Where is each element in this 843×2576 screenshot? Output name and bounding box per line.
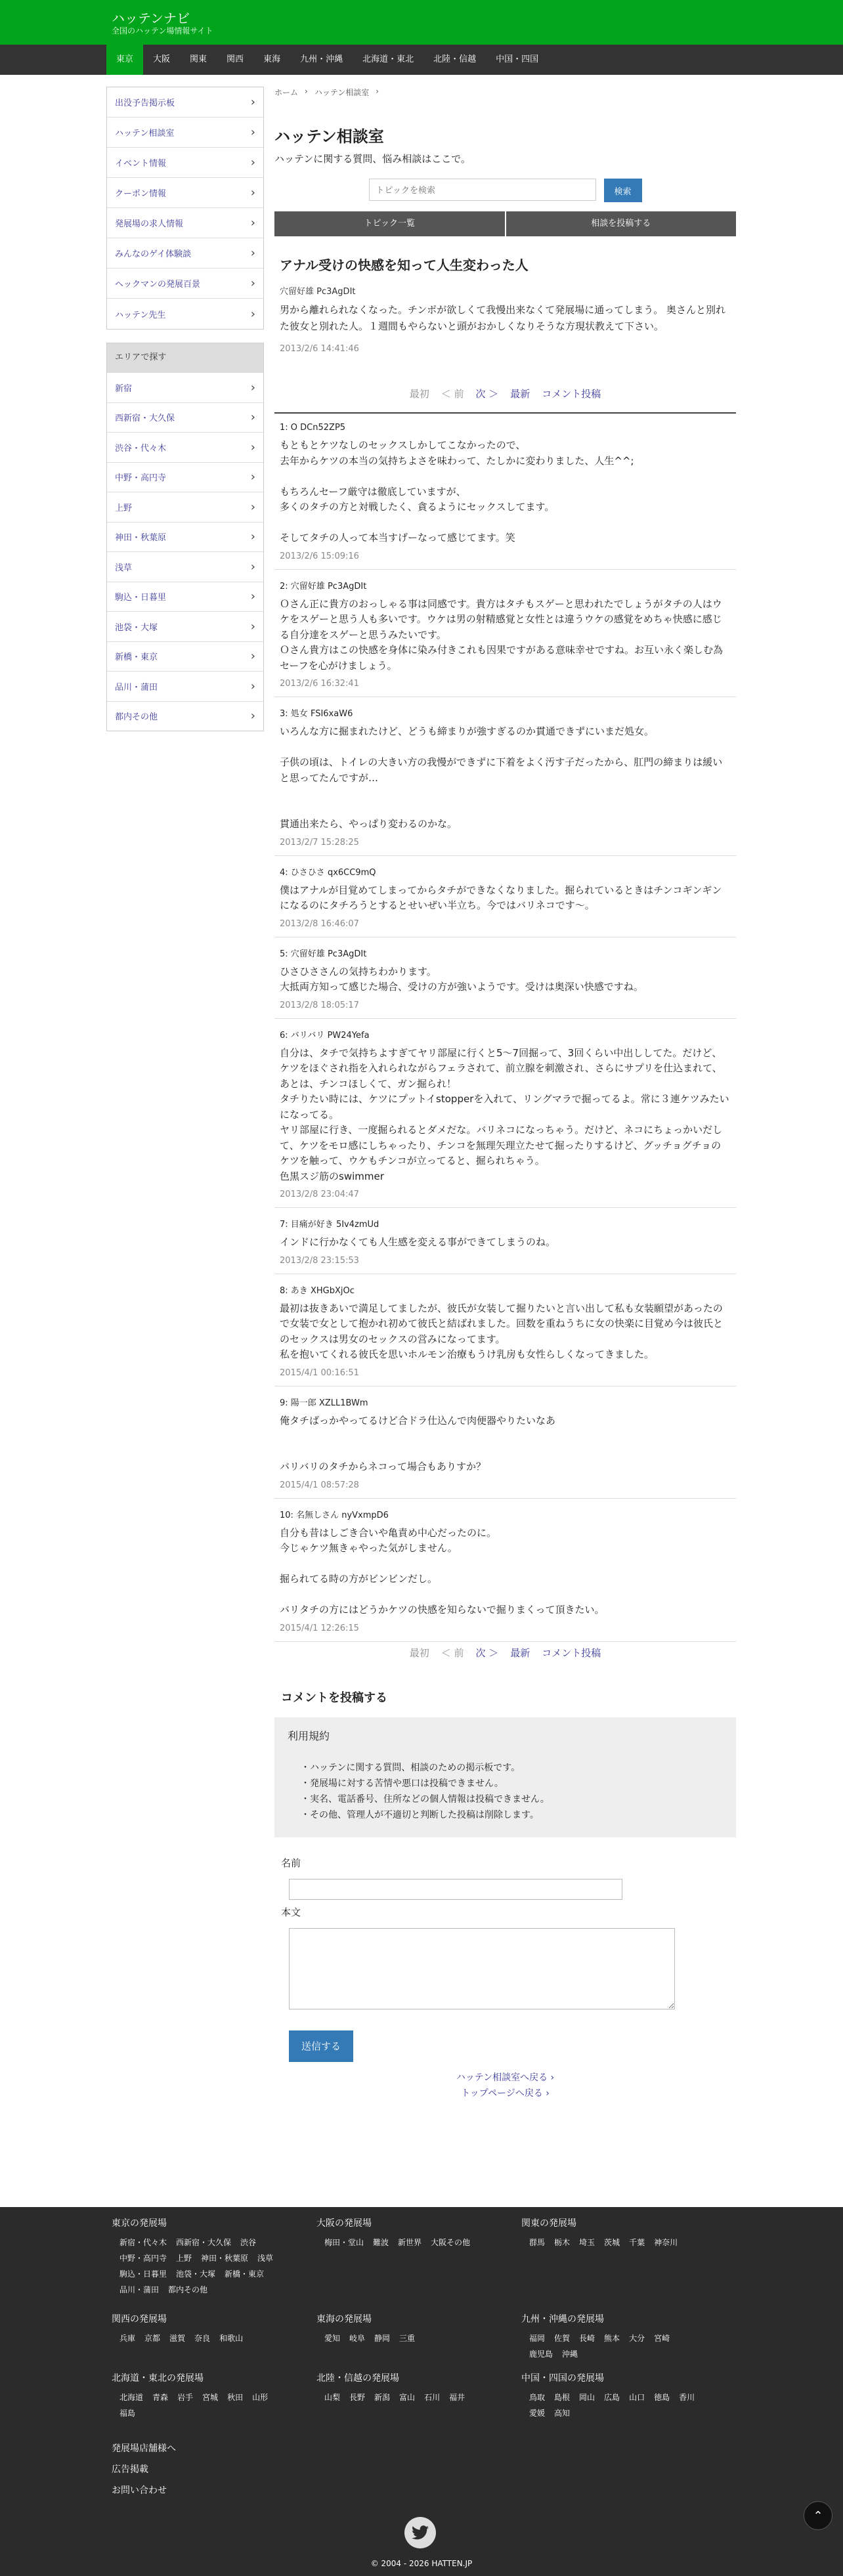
footer-link[interactable]: 三重 [399,2334,416,2343]
footer-link[interactable]: 山形 [252,2393,269,2402]
footer-area-links [521,2330,699,2362]
comment [274,1208,736,1274]
chevron-right-icon: › [250,307,255,321]
sidebar-item[interactable] [107,268,263,299]
footer-link[interactable]: 佐賀 [554,2334,571,2343]
footer-area-title[interactable]: 関西の発展場 [112,2314,167,2325]
footer-link[interactable]: 奈良 [194,2334,211,2343]
comment-author-id: FSI6xaW6 [310,709,353,719]
chevron-right-icon: › [250,559,255,574]
pager-next[interactable]: 次 ＞ [475,1646,499,1659]
chevron-right-icon: › [250,380,255,395]
comment-body: いろんな方に掘まれたけど、どうも締まりが強すぎるのか貫通できずにいまだ処女。 子供の頃は、トイレの大きい方の我慢ができずに下着をよく汚す子だったから、肛門の締まりは緩いと思ってたんですが… 貫通出来たら、やっぱり変わるのかな。 [280,725,723,830]
footer-link[interactable]: 和歌山 [219,2334,244,2343]
pager-first: 最初 [409,388,429,400]
pager-last[interactable]: 最新 [510,1646,530,1659]
pager-first: 最初 [409,1646,429,1659]
area-item-label: 中野・高円寺 [115,473,167,484]
comment-timestamp: 2013/2/8 23:04:47 [280,1190,359,1199]
footer-area-title[interactable]: 九州・沖縄の発展場 [521,2314,604,2325]
footer-area-links [112,2390,289,2421]
terms-box [274,1717,736,1837]
sidebar-item-label: ヘックマンの発展百景 [115,280,201,290]
area-item[interactable] [107,372,263,402]
comment-number: 10: [280,1510,293,1520]
author-name: 穴留好雄 [280,287,314,297]
pager-next[interactable]: 次 ＞ [475,388,499,400]
chevron-right-icon: › [250,186,255,200]
twitter-icon[interactable] [404,2517,436,2548]
footer-link[interactable]: 島根 [554,2393,571,2402]
footer-link[interactable]: 神田・秋葉原 [201,2254,249,2263]
sidebar-item-label: ハッテン先生 [115,310,166,320]
area-item-label: 神田・秋葉原 [115,533,167,544]
chevron-right-icon: › [250,246,255,260]
sidebar [106,87,264,731]
comment [274,937,736,1019]
area-item[interactable] [107,402,263,433]
nav-chugoku[interactable]: 中国・四国 [496,54,539,64]
pagination-top [274,387,736,400]
footer-link[interactable]: 千葉 [629,2238,645,2247]
comment-body: 俺タチばっかやってるけど合ドラ仕込んで肉便器やりたいなあ バリバリのタチからネコって場合もありすか？ [280,1414,556,1472]
terms-item-text: 実名、電話番号、住所などの個人情報は投稿できません。 [310,1793,550,1805]
footer-link[interactable]: 群馬 [529,2238,546,2247]
footer-area-title[interactable]: 東海の発展場 [316,2314,372,2325]
footer-link[interactable]: 新橋・東京 [225,2269,265,2279]
chevron-right-icon: › [250,500,255,514]
footer-area-kansai [112,2312,309,2346]
nav-kyushu[interactable]: 九州・沖縄 [300,54,343,64]
footer-area-title[interactable]: 中国・四国の発展場 [521,2373,604,2384]
back-to-top-link[interactable]: トップページへ戻る › [461,2088,550,2099]
area-item[interactable] [107,522,263,552]
footer-link[interactable]: 熊本 [604,2334,620,2343]
footer-link[interactable]: 都内その他 [168,2285,208,2294]
footer-link[interactable]: 京都 [144,2334,161,2343]
footer-link[interactable]: 富山 [399,2393,416,2402]
sidebar-item-label: みんなのゲイ体験談 [115,249,192,259]
comment-body: 僕はアナルが目覚めてしまってからタチができなくなりました。掘られているときはチンコギンギンになるのにタチろうとするとせいぜい半立ち。今ではバリネコです〜。 [280,884,722,911]
comment-list [274,414,736,1642]
footer-area-title[interactable]: 大阪の発展場 [316,2218,372,2229]
site-tagline: 全国のハッテン場情報サイト [112,26,213,35]
chevron-right-icon: › [250,440,255,454]
comment-meta [280,423,731,433]
thread-timestamp: 2013/2/6 14:41:46 [280,344,359,354]
footer-link[interactable]: 長野 [349,2393,366,2402]
footer-link[interactable]: 渋谷 [240,2238,257,2247]
topic-tabs [274,211,736,236]
comment-author: バリバリ [290,1030,325,1041]
site-logo[interactable]: ハッテンナビ [112,11,190,26]
footer-link[interactable]: 長崎 [579,2334,595,2343]
footer-link[interactable]: 鹿児島 [529,2350,553,2359]
area-item[interactable] [107,701,263,731]
comment-author-id: PW24Yefa [327,1030,370,1041]
comment [274,1386,736,1499]
sidebar-item[interactable] [107,299,263,329]
footer-link[interactable]: 兵庫 [119,2334,136,2343]
footer-link[interactable]: 山梨 [324,2393,341,2402]
comment-body: Ｏさん正に貴方のおっしゃる事は同感です。貴方はタチもスゲーと思われたでしょうがタチの人はウケをスゲーと思う人も多いです。ウケは男の射精感覚と女性とは違うウケの感覚をめちゃ快感に感じる自分達をスゲーと思うみたいです。 Ｏさん貴方はこの快感を身体に染み付きこれも因果ですがある意味幸せですね。お互い永く楽しむ為セーフを心がけましょう。 [280,597,724,672]
comment-author-id: Pc3AgDIt [327,581,367,591]
chevron-right-icon: › [250,679,255,693]
comment-meta [280,947,731,959]
footer-link[interactable]: 沖縄 [562,2350,578,2359]
footer-area-links [521,2235,699,2250]
footer-link[interactable]: 岡山 [579,2393,595,2402]
search-input[interactable] [369,179,596,201]
comment-author-id: 5Iv4zmUd [335,1220,379,1230]
breadcrumb [274,87,736,102]
copyright: © 2004 - 2026 HATTEN.JP [370,2559,473,2568]
body-label: 本文 [281,1906,301,1918]
footer-link[interactable]: 岐阜 [349,2334,366,2343]
comment-timestamp: 2013/2/6 15:09:16 [280,551,359,561]
area-item[interactable] [107,671,263,701]
area-item-label: 浅草 [115,563,133,573]
site-footer [0,2207,843,2576]
comment-body: インドに行かなくても人生感を変える事ができてしまうのね。 [280,1236,556,1248]
chevron-right-icon: › [250,125,255,139]
area-item-label: 都内その他 [115,712,158,723]
sidebar-item[interactable] [107,238,263,268]
footer-link[interactable]: 福岡 [529,2334,546,2343]
footer-link[interactable]: 品川・蒲田 [119,2285,160,2294]
area-item[interactable] [107,611,263,641]
footer-link[interactable]: 岩手 [177,2393,194,2402]
footer-area-links [316,2330,494,2346]
comment-timestamp: 2013/2/8 18:05:17 [280,1000,359,1010]
nav-hokuriku[interactable]: 北陸・信越 [433,54,477,64]
area-item-label: 駒込・日暮里 [115,593,167,603]
comment-timestamp: 2015/4/1 08:57:28 [280,1480,359,1490]
chevron-right-icon: › [250,410,255,425]
sidebar-item[interactable] [107,208,263,238]
footer-area-title[interactable]: 東京の発展場 [112,2218,167,2229]
breadcrumb-home[interactable]: ホーム [274,88,299,97]
area-item-label: 渋谷・代々木 [115,443,167,454]
page-title: ハッテン相談室 [274,127,384,146]
footer-area-links [316,2390,494,2405]
pager-comment[interactable]: コメント投稿 [542,388,601,400]
footer-link[interactable]: 浅草 [257,2254,274,2263]
footer-area-hokkaido [112,2371,309,2421]
comment-number: 2: [280,581,288,591]
footer-link[interactable]: 大分 [629,2334,645,2343]
sidebar-item[interactable] [107,87,263,118]
nav-hokkaido[interactable]: 北海道・東北 [362,54,414,64]
pager-last[interactable]: 最新 [510,388,530,400]
footer-link[interactable]: 愛媛 [529,2409,546,2418]
chevron-right-icon: › [250,156,255,169]
comment [274,414,736,570]
nav-kansai[interactable]: 関西 [227,54,244,64]
comment-author-id: Pc3AgDIt [327,949,367,959]
site-header [0,0,843,45]
comment [274,1499,736,1642]
page-description: ハッテンに関する質問、悩み相談はここで。 [274,153,471,165]
terms-item-text: 発展場に対する苦情や悪口は投稿できません。 [310,1778,504,1789]
footer-link[interactable]: 宮城 [202,2393,219,2402]
footer-link[interactable]: 秋田 [227,2393,244,2402]
comment-number: 7: [280,1220,288,1230]
comment-author-id: XZLL1BWm [318,1398,368,1408]
comment-body: もともとケツなしのセックスしかしてこなかったので、 去年からケツの本当の気持ちよさを味わって、たしかに変わりました、人生^^; もちろんセーフ厳守は徹底していますが、 多くのタチの方と対戦したく、貪るようにセックスしてます。 そしてタチの人って本当すげーなって感じてます。笑 [280,439,634,544]
comment [274,1019,736,1209]
global-nav [0,45,843,75]
comment-author: 陽一郎 [290,1398,316,1408]
nav-tokai[interactable]: 東海 [263,54,281,64]
chevron-right-icon: › [250,276,255,290]
submit-button[interactable]: 送信する [289,2030,353,2062]
comment-number: 3: [280,709,288,719]
comment-meta [280,1028,731,1041]
footer-link[interactable]: 埼玉 [579,2238,595,2247]
footer-link[interactable]: 福井 [449,2393,465,2402]
terms-item-text: その他、管理人が不適切と判断した投稿は削除します。 [310,1809,539,1820]
thread [274,255,736,354]
comment-author: 目痛が好き [290,1220,334,1230]
footer-link-ads[interactable]: 広告掲載 [112,2464,148,2475]
area-item-label: 上野 [115,503,133,513]
thread-title: アナル受けの快感を知って人生変わった人 [280,257,529,273]
terms-item: ・ハッテンに関する質問、相談のための掲示板です。 [301,1762,521,1773]
comment-number: 6: [280,1030,288,1041]
sidebar-menu [106,87,264,330]
footer-link[interactable]: 新宿・代々木 [119,2238,167,2247]
footer-link[interactable]: 神奈川 [654,2238,678,2247]
search-button[interactable]: 検索 [604,179,642,202]
area-item-label: 池袋・大塚 [115,622,158,633]
area-item[interactable] [107,432,263,462]
main-content [274,87,736,2101]
footer-link[interactable]: 徳島 [654,2393,670,2402]
comment-author-id: DCn52ZP5 [300,423,346,433]
area-item-label: 新宿 [115,383,133,394]
footer-link[interactable]: 中野・高円寺 [119,2254,167,2263]
comment-timestamp: 2013/2/7 15:28:25 [280,837,359,848]
comment-meta [280,579,731,591]
footer-area-links [316,2235,494,2250]
comment-author: O [290,423,298,433]
search-bar [274,179,736,202]
chevron-right-icon: › [250,590,255,604]
footer-area-tokai [316,2312,513,2346]
area-item[interactable] [107,551,263,582]
footer-link[interactable]: 大阪その他 [431,2238,471,2247]
footer-link[interactable]: 愛知 [324,2334,341,2343]
sidebar-item[interactable] [107,178,263,208]
chevron-right-icon: › [250,95,255,109]
comment-timestamp: 2015/4/1 00:16:51 [280,1367,359,1378]
footer-link-shops[interactable]: 発展場店舗様へ [112,2443,176,2454]
comment-body: 自分は、タチで気持ちよすぎてヤリ部屋に行くと5〜7回掘って、3回くらい中出ししてた。だけど、ケツをほぐされ指を入れられながらフェラされて、前立腺を刺激され、さらにサプリを仕込まれて、あとは、チンコほしくて、ガン掘られ！ タチりたい時には、ケツにプットイstopperを入れて、リングマラで掘ってるよ。常に３連ケツみたいになってる。 ヤリ部屋に行き、一度掘られるとダメだな。バリネコになっちゃう。だけど、ネコにちょっかいだして、ケツをモロ感にしちゃったり、チンコを無理矢理立たせて掘ったりするけど、グッチョグチョのケツを触って、ウケもチンコが立ってると、掘られちゃう。 色黒スジ筋のswimmer [280,1046,729,1182]
footer-link[interactable]: 池袋・大塚 [176,2269,216,2279]
pagination-bottom [274,1646,736,1660]
comment-timestamp: 2013/2/8 16:46:07 [280,918,359,929]
comment-author-id: qx6CC9mQ [327,867,376,878]
body-textarea[interactable] [289,1928,675,2009]
footer-link[interactable]: 梅田・堂山 [324,2238,364,2247]
footer-link-contact[interactable]: お問い合わせ [112,2485,167,2496]
comment-author-id: nyVxmpD6 [341,1510,389,1520]
comment [274,697,736,856]
footer-area-tokyo [112,2216,309,2298]
comment-author: ひさひさ [290,867,325,878]
comment-meta [280,1217,731,1230]
footer-link[interactable]: 広島 [604,2393,620,2402]
scroll-top-button[interactable]: ⌃ [804,2501,832,2530]
area-item[interactable] [107,641,263,672]
comment-author-id: XHGbXjOc [310,1285,355,1296]
area-heading: エリアで探す [107,343,263,372]
name-label: 名前 [281,1857,301,1869]
footer-link[interactable]: 高知 [554,2409,571,2418]
comment-meta [280,706,731,719]
pager-prev: ＜ 前 [441,388,464,400]
footer-link[interactable]: 茨城 [604,2238,620,2247]
comment-number: 9: [280,1398,288,1408]
tab-topic-list[interactable]: トピック一覧 [274,211,505,236]
comment-timestamp: 2013/2/6 16:32:41 [280,679,359,689]
footer-link[interactable]: 上野 [176,2254,192,2263]
chevron-right-icon: › [250,216,255,230]
footer-area-links [112,2235,289,2298]
footer-link[interactable]: 香川 [679,2393,695,2402]
sidebar-item-label: イベント情報 [115,159,167,169]
footer-link[interactable]: 北海道 [119,2393,144,2402]
footer-link[interactable]: 山口 [629,2393,645,2402]
sidebar-item-label: クーポン情報 [115,189,167,199]
chevron-right-icon: › [250,619,255,633]
comment-author: 穴留好雄 [290,581,325,591]
terms-item: ・その他、管理人が不適切と判断した投稿は削除します。 [301,1809,539,1820]
sidebar-item-label: ハッテン相談室 [115,129,175,139]
footer-area-links [521,2390,699,2421]
comment-timestamp: 2013/2/8 23:15:53 [280,1255,359,1266]
comment-meta [280,1283,731,1296]
comment-body: 自分も昔はしごき合いや亀責め中心だったのに。 今じゃケツ無きゃやった気がしません。 掘られてる時の方がビンビンだし。 バリタチの方にはどうかケツの快感を知らないで掘りまくって頂きたい。 [280,1526,605,1616]
footer-area-hokuriku [316,2371,513,2405]
tab-post-topic[interactable]: 相談を投稿する [505,211,737,236]
area-item[interactable] [107,492,263,522]
footer-area-kyushu [521,2312,718,2362]
chevron-right-icon: › [250,470,255,484]
footer-links [112,2438,176,2501]
footer-link[interactable]: 石川 [424,2393,441,2402]
footer-link[interactable]: 西新宿・大久保 [176,2238,232,2247]
area-item[interactable] [107,462,263,492]
chevron-right-icon: › [250,530,255,544]
comment-meta [280,865,731,878]
terms-list [288,1760,723,1823]
footer-area-osaka [316,2216,513,2250]
author-id: Pc3AgDIt [316,287,356,297]
footer-link[interactable]: 新潟 [374,2393,391,2402]
terms-item-text: ハッテンに関する質問、相談のための掲示板です。 [310,1762,521,1773]
breadcrumb-current[interactable]: ハッテン相談室 [314,88,370,97]
footer-area-links [112,2330,289,2346]
name-field[interactable] [289,1879,622,1900]
twitter-bird-icon [412,2525,429,2540]
nav-kanto[interactable]: 関東 [190,54,207,64]
sidebar-item-label: 発展場の求人情報 [115,219,184,229]
footer-area-title[interactable]: 関東の発展場 [521,2218,576,2229]
footer-link[interactable]: 難波 [373,2238,389,2247]
footer-link[interactable]: 滋賀 [169,2334,186,2343]
sidebar-area [106,343,264,731]
comment-meta [280,1508,731,1520]
comment-author: 処女 [290,709,308,719]
comment-author: 穴留好雄 [290,949,325,959]
terms-item: ・発展場に対する苦情や悪口は投稿できません。 [301,1778,504,1789]
chevron-right-icon: › [250,709,255,723]
breadcrumb-separator: › [305,87,308,96]
comment-number: 1: [280,423,288,433]
post-heading: コメントを投稿する [281,1690,387,1705]
sidebar-item[interactable] [107,148,263,178]
breadcrumb-separator: › [376,87,379,96]
nav-osaka[interactable]: 大阪 [153,54,171,64]
footer-link[interactable]: 青森 [152,2393,169,2402]
comment-body: ひさひささんの気持ちわかります。 大抵両方知って感じた場合、受けの方が強いようです。受けは奥深い快感ですね。 [280,965,643,993]
sidebar-item[interactable] [107,118,263,148]
pager-prev: ＜ 前 [441,1646,464,1659]
pager-comment[interactable]: コメント投稿 [542,1646,601,1659]
footer-area-kanto [521,2216,718,2250]
comment-author: 名無しさん [296,1510,339,1520]
footer-area-title[interactable]: 北海道・東北の発展場 [112,2373,204,2384]
footer-link[interactable]: 鳥取 [529,2393,546,2402]
comment-number: 4: [280,867,288,878]
area-item-label: 西新宿・大久保 [115,414,175,424]
comment-body: 最初は抜きあいで満足してましたが、彼氏が女装して掘りたいと言い出して私も女装願望があったので女装で女として抱かれ初めて彼氏と結ばれました。回数を重ねうちに女の快楽に目覚め今は彼氏とのセックスは男女のセックスの営みになってます。 私を抱いてくれる彼氏を思いホルモン治療もうけ乳房も女性らしくなってきました。 [280,1302,724,1360]
back-to-room-link[interactable]: ハッテン相談室へ戻る › [456,2072,555,2083]
chevron-right-icon: › [250,649,255,664]
nav-tokyo[interactable]: 東京 [106,45,143,75]
thread-body: 男から離れられなくなった。チンポが欲しくて我慢出来なくて発展場に通ってしまう。 奥さんと別れた彼女と別れた人。１週間もやらないと頭がおかしくなりそうな方現状教えて下さい。 [280,304,726,332]
comment [274,856,736,937]
area-item[interactable] [107,582,263,612]
area-item-label: 品川・蒲田 [115,682,158,693]
comment-timestamp: 2015/4/1 12:26:15 [280,1623,359,1633]
footer-area-chugoku [521,2371,718,2421]
footer-area-title[interactable]: 北陸・信越の発展場 [316,2373,399,2384]
comment-number: 8: [280,1285,288,1296]
footer-link[interactable]: 駒込・日暮里 [119,2269,167,2279]
comment-meta [280,1396,731,1408]
footer-link[interactable]: 静岡 [374,2334,391,2343]
comment-author: あき [290,1285,308,1296]
comment [274,1274,736,1386]
comment-number: 5: [280,949,288,959]
area-item-label: 新橋・東京 [115,653,158,663]
comment [274,570,736,698]
footer-link[interactable]: 福島 [119,2409,136,2418]
sidebar-item-label: 出没予告掲示板 [115,98,175,108]
footer-link[interactable]: 宮崎 [654,2334,670,2343]
footer-link[interactable]: 新世界 [398,2238,422,2247]
terms-title: 利用規約 [288,1729,330,1742]
thread-author [280,284,731,297]
terms-item: ・実名、電話番号、住所などの個人情報は投稿できません。 [301,1793,550,1805]
footer-link[interactable]: 栃木 [554,2238,571,2247]
back-links [274,2070,736,2101]
